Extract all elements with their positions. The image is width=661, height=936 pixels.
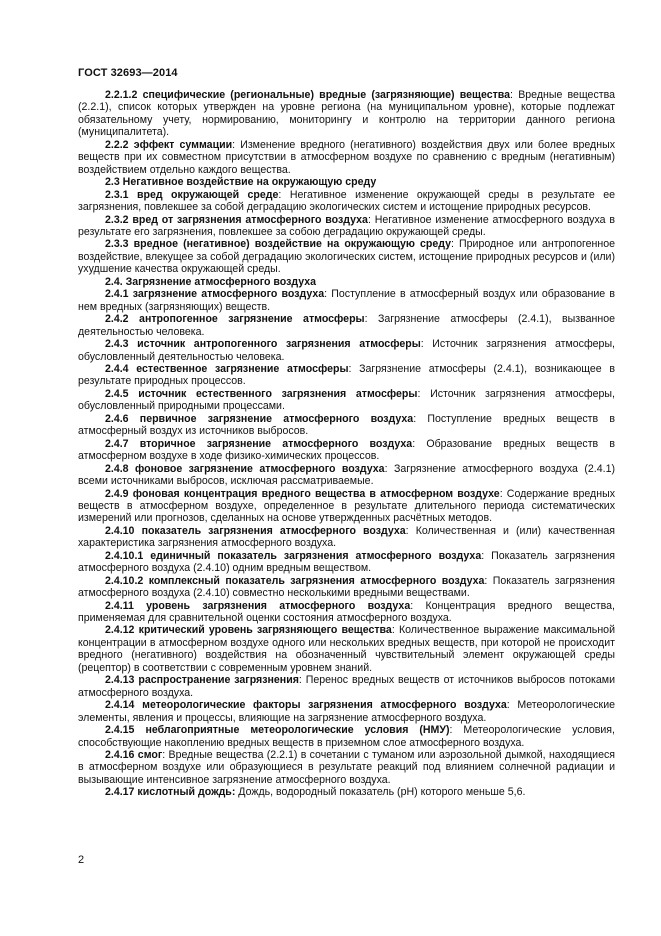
term: вторичное загрязнение атмосферного воздуха: [139, 437, 413, 450]
term-separator: :: [232, 138, 236, 151]
term-separator: :: [405, 524, 409, 537]
term: фоновое загрязнение атмосферного воздуха: [135, 462, 385, 475]
term: вред от загрязнения атмосферного воздуха: [132, 213, 368, 226]
term-separator: :: [410, 599, 414, 612]
term-separator: :: [364, 313, 368, 326]
term: вредное (негативное) воздействие на окружающую среду: [133, 238, 451, 251]
definition: Содержание вредных веществ в атмосферном воздухе, определенное в результате длительного периода систематических измерений или прогнозов, сделанных на основе утвержденных расчётных методов.: [78, 487, 616, 525]
section-heading: [78, 176, 615, 188]
term: единичный показатель загрязнения атмосферного воздуха: [150, 549, 482, 562]
definition: Изменение вредного (негативного) воздействия двух или более вредных веществ при их совместном присутствии в атмосферном воздухе по сравнению с вредным (негативным) воздействием отдельно каждого вещества.: [78, 138, 615, 176]
paragraph: [78, 699, 615, 724]
clause-number: 2.4.13: [105, 674, 135, 687]
definition: Поступление вредных веществ в атмосферный воздух из источников выбросов.: [78, 412, 615, 438]
definition: Загрязнение атмосферы (2.4.1), возникающее в результате природных процессов.: [78, 362, 615, 388]
document-body: [78, 89, 615, 799]
term-separator: :: [450, 238, 454, 251]
clause-number: 2.4.9: [105, 487, 129, 500]
paragraph: [78, 89, 615, 139]
definition: Количественная и (или) качественная характеристика загрязнения атмосферного воздуха.: [78, 524, 615, 550]
term: источник антропогенного загрязнения атмосферы: [137, 338, 421, 351]
definition: Образование вредных веществ в атмосферном воздухе в ходе физико-химических процессов.: [78, 437, 615, 463]
term: источник естественного загрязнения атмосферы: [138, 387, 418, 400]
paragraph: [78, 388, 615, 413]
term-separator: :: [449, 724, 453, 737]
clause-number: 2.2.1.2: [105, 89, 138, 101]
definition: Количественное выражение максимальной концентрации в атмосферном воздухе одного или нескольких вредных веществ, при которой не происходит вредного (негативного) воздействия на обозначенный чувствительный элемент окружающей среды (рецептор) в соответствии с современным уровнем знаний.: [78, 624, 615, 674]
paragraph: [78, 600, 615, 625]
definition: Концентрация вредного вещества, применяемая для сравнительной оценки состояния атмосферного воздуха.: [78, 599, 615, 625]
definition: Загрязнение атмосферы (2.4.1), вызванное деятельностью человека.: [78, 313, 616, 338]
clause-number: 2.4.11: [105, 599, 134, 612]
term: антропогенное загрязнение атмосферы: [139, 313, 365, 326]
clause-number: 2.4.10.2: [105, 574, 144, 587]
paragraph: [78, 463, 615, 488]
definition: Показатель загрязнения атмосферного воздуха (2.4.10) совместно несколькими вредными веществами.: [78, 574, 616, 600]
clause-number: 2.4.4: [105, 362, 129, 375]
term: естественное загрязнение атмосферы: [136, 362, 349, 375]
clause-number: 2.4.8: [105, 462, 129, 475]
clause-number: 2.4.15: [105, 724, 135, 737]
clause-number: 2.3.1: [105, 188, 129, 201]
paragraph: [78, 189, 615, 214]
definition: Источник загрязнения атмосферы, обусловленный деятельностью человека.: [78, 338, 615, 363]
definition: Источник загрязнения атмосферы, обусловленный природными процессами.: [78, 387, 615, 413]
paragraph: [78, 488, 615, 525]
term: специфические (региональные) вредные (загрязняющие) вещества: [142, 89, 511, 101]
term-separator: :: [278, 188, 282, 201]
clause-number: 2.4.2: [105, 313, 129, 326]
clause-number: 2.4.5: [105, 387, 129, 400]
definition: Показатель загрязнения атмосферного воздуха (2.4.10) одним вредным веществом.: [78, 549, 615, 575]
clause-number: 2.2.2: [105, 138, 129, 151]
definition: Дождь, водородный показатель (pH) которого меньше 5,6.: [235, 786, 526, 799]
page-number: 2: [78, 854, 85, 866]
definition: Вредные вещества (2.2.1), список которых утвержден на уровне региона (на муниципальном уровне), которые подлежат обязательному учету, нормированию, мониторингу и контролю на территории данного региона (муниципалитета).: [78, 89, 615, 139]
paragraph: [78, 575, 615, 600]
definition: Природное или антропогенное воздействие, влекущее за собой деградацию экологических систем, истощение природных ресурсов и (или) ухудшение качества окружающей среды.: [78, 238, 615, 276]
clause-number: 2.4.6: [105, 412, 129, 425]
term: эффект суммации: [133, 138, 233, 151]
paragraph: [78, 550, 615, 575]
section-title: 2.4. Загрязнение атмосферного воздуха: [105, 275, 317, 288]
clause-number: 2.3.3: [105, 238, 129, 251]
term-separator: :: [391, 624, 395, 637]
clause-number: 2.4.17: [105, 786, 135, 799]
term: загрязнение атмосферного воздуха: [132, 288, 325, 301]
term-separator: :: [413, 412, 417, 425]
term: неблагоприятные метеорологические условия (НМУ): [145, 724, 450, 737]
definition: Негативное изменение окружающей среды в результате ее загрязнения, повлекшее за собой деградацию экологических систем и истощение природных ресурсов.: [78, 188, 616, 214]
paragraph: [78, 749, 615, 786]
term: вред окружающей среде: [137, 188, 279, 201]
clause-number: 2.3.2: [105, 213, 129, 226]
term-separator: :: [298, 674, 302, 687]
term: уровень загрязнения атмосферного воздуха: [146, 599, 411, 612]
definition: Негативное изменение атмосферного воздуха в результате его загрязнения, повлекшее за собою деградацию окружающей среды.: [78, 213, 615, 238]
definition: Метеорологические элементы, явления и процессы, влияющие на загрязнение атмосферного воздуха.: [78, 699, 616, 724]
term: первичное загрязнение атмосферного воздуха: [139, 412, 414, 425]
term-separator: :: [412, 437, 416, 450]
term: показатель загрязнения атмосферного воздуха: [141, 524, 406, 537]
paragraph: [78, 363, 615, 388]
term: комплексный показатель загрязнения атмосферного воздуха: [148, 574, 485, 587]
term-separator: :: [506, 699, 510, 712]
paragraph: [78, 313, 615, 338]
term-separator: :: [417, 387, 421, 400]
document-header: ГОСТ 32693—2014: [78, 67, 178, 79]
term: фоновая концентрация вредного вещества в атмосферном воздухе: [132, 487, 500, 500]
paragraph: [78, 238, 615, 275]
clause-number: 2.4.1: [105, 288, 129, 301]
paragraph: [78, 214, 615, 239]
clause-number: 2.4.12: [105, 624, 135, 637]
paragraph: [78, 525, 615, 550]
paragraph: [78, 724, 615, 749]
term: метеорологические факторы загрязнения атмосферного воздуха: [142, 699, 507, 712]
term-separator: :: [384, 462, 388, 475]
term-separator: :: [162, 749, 166, 762]
clause-number: 2.4.10.1: [105, 549, 144, 562]
clause-number: 2.4.3: [105, 338, 129, 351]
term: кислотный дождь:: [137, 786, 236, 799]
term-separator: :: [324, 288, 328, 301]
paragraph: [78, 288, 615, 313]
term-separator: :: [420, 338, 424, 351]
term: критический уровень загрязняющего вещества: [138, 624, 392, 637]
term-separator: :: [348, 362, 352, 375]
paragraph: [78, 674, 615, 699]
definition: Поступление в атмосферный воздух или образование в нем вредных (загрязняющих) веществ.: [78, 288, 615, 313]
paragraph: [78, 624, 615, 674]
paragraph: [78, 413, 615, 438]
paragraph: [78, 786, 615, 798]
term: смог: [137, 749, 163, 762]
clause-number: 2.4.16: [105, 749, 135, 762]
clause-number: 2.4.14: [105, 699, 135, 712]
definition: Метеорологические условия, способствующие накоплению вредных веществ в приземном слое атмосферного воздуха.: [78, 724, 615, 749]
term-separator: :: [481, 549, 485, 562]
term-separator: :: [510, 89, 513, 101]
clause-number: 2.4.10: [105, 524, 135, 537]
definition: Загрязнение атмосферного воздуха (2.4.1) всеми источниками выбросов, исключая рассматриваемые.: [78, 462, 615, 488]
paragraph: [78, 438, 615, 463]
term-separator: :: [367, 213, 371, 226]
paragraph: [78, 139, 615, 176]
section-heading: [78, 276, 615, 288]
section-title: 2.3 Негативное воздействие на окружающую среду: [105, 176, 377, 189]
term-separator: :: [499, 487, 503, 500]
term-separator: :: [484, 574, 488, 587]
clause-number: 2.4.7: [105, 437, 129, 450]
paragraph: [78, 338, 615, 363]
definition: Вредные вещества (2.2.1) в сочетании с туманом или аэрозольной дымкой, находящиеся в атмосферном воздухе или образующиеся в результате реакций под влиянием солнечной радиации и вызывающие интенсивное загрязнение атмосферного воздуха.: [78, 749, 615, 786]
definition: Перенос вредных веществ от источников выбросов потоками атмосферного воздуха.: [78, 674, 616, 699]
term: распространение загрязнения: [138, 674, 299, 687]
